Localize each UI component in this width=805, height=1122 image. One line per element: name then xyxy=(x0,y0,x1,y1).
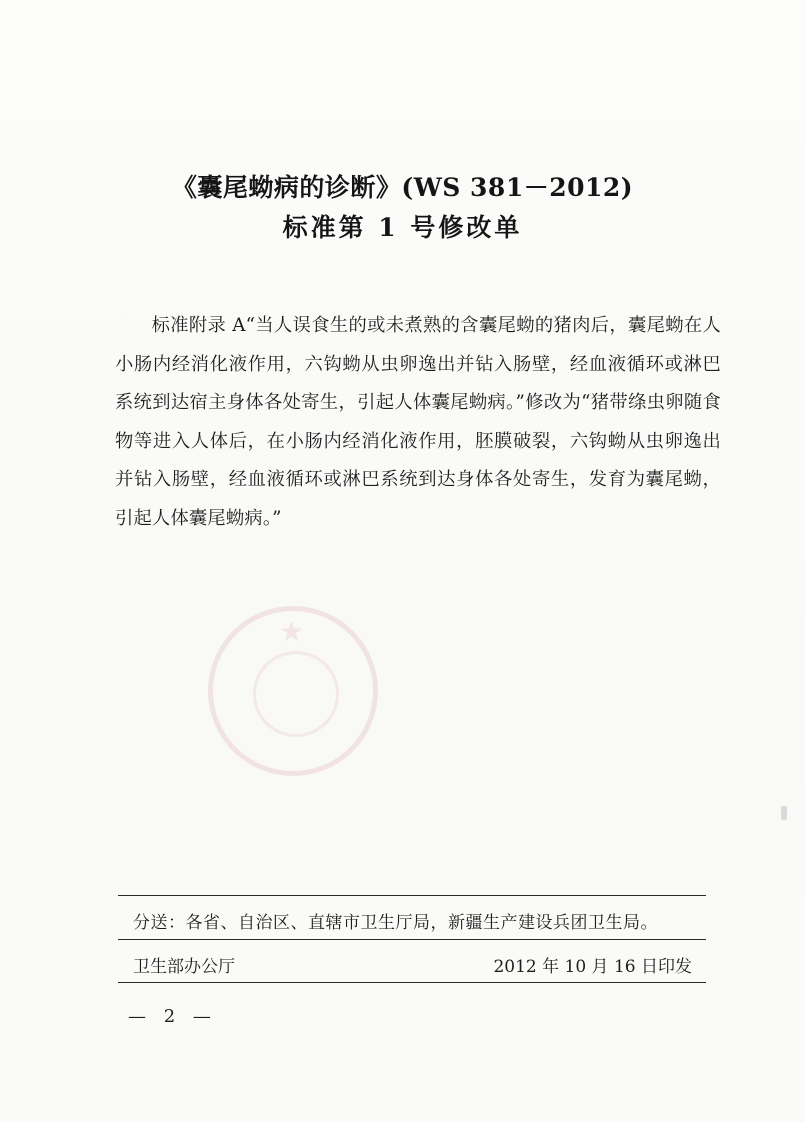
divider-middle xyxy=(118,939,706,940)
bleed-through-notice xyxy=(290,256,410,302)
amendment-body: 标准附录 A“当人误食生的或未煮熟的含囊尾蚴的猪肉后，囊尾蚴在人小肠内经消化液作用，六钩蚴从虫卵逸出并钻入肠壁，经血液循环或淋巴系统到达宿主身体各处寄生，引起人体囊尾蚴病。”修改为“猪带绦虫卵随食物等进入人体后，在小肠内经消化液作用，胚膜破裂，六钩蚴从虫卵逸出并钻入肠壁，经血液循环或淋巴系统到达身体各处寄生，发育为囊尾蚴，引起人体囊尾蚴病。” xyxy=(115,315,721,529)
document-subtitle: 标准第 1 号修改单 xyxy=(282,213,523,242)
divider-bottom xyxy=(118,982,706,983)
issuing-office: 卫生部办公厅 xyxy=(133,957,235,977)
document-title: 《囊尾蚴病的诊断》(WS 381－2012) xyxy=(171,173,634,202)
seal-star-icon: ★ xyxy=(279,615,305,648)
faint-seal-impression xyxy=(208,606,378,776)
divider-top xyxy=(118,895,706,896)
margin-mark xyxy=(781,806,787,820)
distribution-list: 分送：各省、自治区、直辖市卫生厅局，新疆生产建设兵团卫生局。 xyxy=(133,913,658,933)
issue-date: 2012 年 10 月 16 日印发 xyxy=(493,957,692,977)
page-number: — 2 — xyxy=(128,1006,217,1027)
seal-emblem xyxy=(253,651,339,737)
